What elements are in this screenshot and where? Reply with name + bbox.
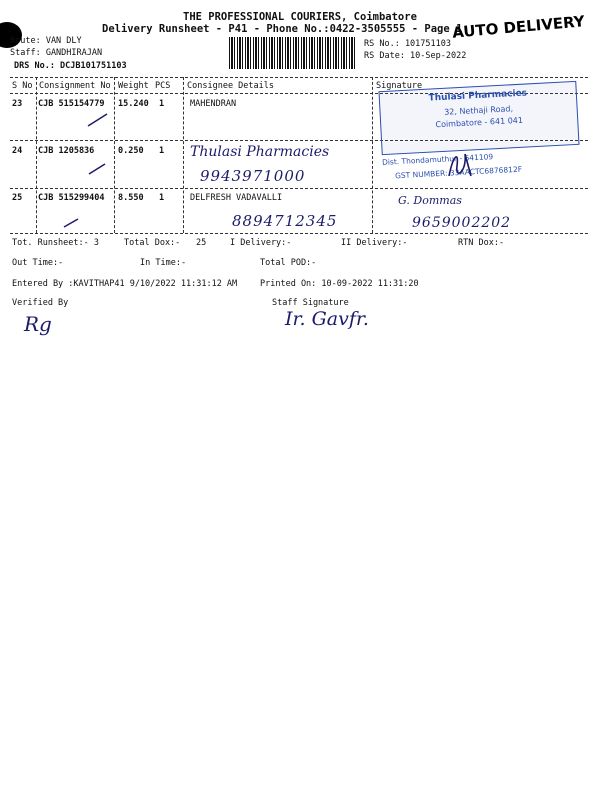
handwritten-name: Thulasi Pharmacies xyxy=(190,144,330,160)
staff-signature: Ir. Gavfr. xyxy=(285,308,369,330)
row-sno: 23 xyxy=(12,99,23,109)
row-consignment: CJB 515299404 xyxy=(38,193,105,203)
col-divider xyxy=(372,77,373,233)
out-time: Out Time:- xyxy=(12,258,64,268)
handwritten-phone: 9943971000 xyxy=(200,167,306,185)
col-divider xyxy=(36,77,37,233)
row-weight: 8.550 xyxy=(118,193,144,203)
col-header-pcs: PCS xyxy=(155,81,171,91)
total-runsheet: Tot. Runsheet:- 3 xyxy=(12,238,99,248)
route-label: Route: VAN DLY xyxy=(10,36,82,46)
row-pcs: 1 xyxy=(159,193,165,203)
rs-date: RS Date: 10-Sep-2022 xyxy=(364,51,467,61)
row-sno: 25 xyxy=(12,193,23,203)
i-delivery: I Delivery:- xyxy=(230,238,292,248)
rtn-dox: RTN Dox:- xyxy=(458,238,505,248)
auto-delivery-stamp: AUTO DELIVERY xyxy=(451,12,586,42)
stamp-line: Dist. Thondamuthur - 641109 xyxy=(381,152,494,167)
col-header-signature: Signature xyxy=(376,81,423,91)
row-weight: 0.250 xyxy=(118,146,144,156)
row-pcs: 1 xyxy=(159,146,165,156)
printed-on: Printed On: 10-09-2022 11:31:20 xyxy=(260,279,419,289)
col-header-consignment: Consignment No xyxy=(39,81,111,91)
row-weight: 15.240 xyxy=(118,99,149,109)
staff-label: Staff: GANDHIRAJAN xyxy=(10,48,103,58)
gst-number: GST NUMBER: 33AACTC6876812F xyxy=(394,164,523,181)
handwritten-phone-2: 9659002202 xyxy=(412,215,512,231)
col-header-consignee: Consignee Details xyxy=(187,81,274,91)
row-consignment: CJB 1205836 xyxy=(38,146,95,156)
signature-scribble xyxy=(445,146,475,182)
table-bottom-rule xyxy=(10,233,588,234)
shop-stamp xyxy=(378,81,579,155)
entered-by: Entered By :KAVITHAP41 9/10/2022 11:31:12 AM xyxy=(12,279,238,289)
total-dox-value: 25 xyxy=(196,238,207,248)
col-divider xyxy=(114,77,115,233)
verified-by-label: Verified By xyxy=(12,298,69,308)
col-header-weight: Weight xyxy=(118,81,149,91)
in-time: In Time:- xyxy=(140,258,187,268)
stamp-line: 32, Nethaji Road, xyxy=(443,104,514,117)
staff-signature-label: Staff Signature xyxy=(272,298,349,308)
row-consignment: CJB 515154779 xyxy=(38,99,105,109)
company-title: THE PROFESSIONAL COURIERS, Coimbatore xyxy=(183,11,417,23)
row-consignee: DELFRESH VADAVALLI xyxy=(190,193,283,203)
col-divider xyxy=(183,77,184,233)
tick-mark xyxy=(62,216,82,230)
total-pod: Total POD:- xyxy=(260,258,317,268)
row-pcs: 1 xyxy=(159,99,165,109)
handwritten-signature: G. Dommas xyxy=(398,194,462,207)
table-top-rule xyxy=(10,77,588,78)
rs-number: RS No.: 101751103 xyxy=(364,39,451,49)
runsheet-subtitle: Delivery Runsheet - P41 - Phone No.:0422-3505555 - Page 1 xyxy=(102,23,463,35)
total-dox-label: Total Dox:- xyxy=(124,238,181,248)
stamp-line: Coimbatore - 641 041 xyxy=(435,115,524,130)
handwritten-phone: 8894712345 xyxy=(232,212,338,230)
col-header-sno: S No xyxy=(12,81,33,91)
row-sno: 24 xyxy=(12,146,23,156)
tick-marks xyxy=(85,110,113,190)
drs-number: DRS No.: DCJB101751103 xyxy=(14,61,127,71)
ii-delivery: II Delivery:- xyxy=(341,238,408,248)
stamp-line: Thulasi Pharmacies xyxy=(428,88,528,104)
row-consignee: MAHENDRAN xyxy=(190,99,237,109)
barcode xyxy=(229,37,355,69)
verified-signature: Rg xyxy=(24,312,52,336)
